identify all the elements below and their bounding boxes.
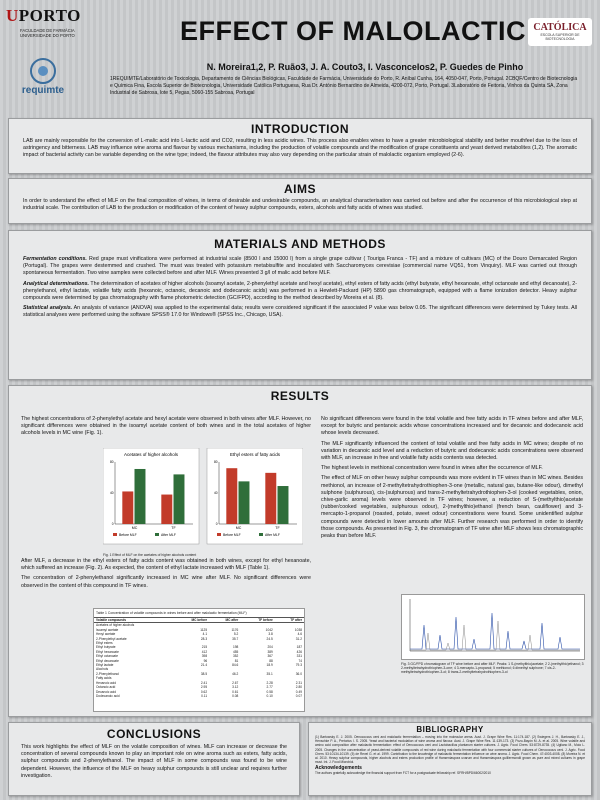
table-cell: 426 xyxy=(296,649,302,654)
results-section xyxy=(8,385,592,717)
table-cell: 3.8 xyxy=(268,632,273,637)
chart-title: Acetates of higher alcohols xyxy=(123,452,179,457)
table-cell: 0.58 xyxy=(266,689,273,694)
introduction-title: INTRODUCTION xyxy=(251,122,349,136)
methods-analytical: Analytical determinations. The determination of acetates of higher alcohols (isoamyl acetate, 2-phenylethyl acetate and hexyl acetate), ethyl esters of fatty acids (ethyl butyrate, ethyl hexanoate, ethyl octanoate and ethyl decanoate), 2-phenylethanol, ethyl lactate, volatile fatty acids (hexanoic, octanoic, decanoic and dodecanoic acids) was performed in a Hewlett-Packard (HP) 5890 gas chromatograph, equipped with a flame ionization detector. Heavy sulphur compounds were determined by gas chromatography with flame photometric detection (GC/FPD), according to the method described by Moreira et al. (8). xyxy=(23,280,577,302)
bar-mc-after xyxy=(135,469,146,524)
x-tick-label: MC xyxy=(235,526,242,530)
table-cell: TF after xyxy=(275,618,304,623)
table-row-label: Ethyl lactate xyxy=(96,663,114,668)
table-cell: 31.2 xyxy=(295,636,302,641)
bibliography-title: BIBLIOGRAPHY xyxy=(416,725,484,734)
table-cell: 0.10 xyxy=(266,693,273,698)
bibliography-text: (1) Bartowsky E. J. 2005. Oenococcus oeni and malolactic fermentation – moving into the molecular arena. Aust. J. Grape Wine Res. 11:174-187. (2) Swiegers J. H., Bartowsky E. J., Henschke P. A., Pretorius I. S. 2005. Yeast and bacterial modulation of wine aroma and flavour. Aust. J. Grape Wine Res. 11:139-173. (3) Pozo-Bayón M. A. et al. 2005. Wine volatile and amino acid composition after malolactic fermentation: effect of Oenococcus oeni and Lactobacillus plantarum starter cultures. J. Agric. Food Chem. 53:8729-8735. (4) Ugliano M., Moio L. 2005. Changes in the concentration of yeast-derived volatile compounds of red wine during malolactic fermentation with four commercial starter cultures of Oenococcus oeni. J. Agric. Food Chem. 53:10134-10139. (5) de Revel G. et al. 1999. Contribution to the knowledge of malolactic fermentation influence on wine aroma. J. Agric. Food Chem. 47:4003-4008. (8) Moreira N. et al. 2010. Heavy sulphur compounds, higher alcohols and esters production profile of Hanseniaspora uvarum and Hanseniaspora guilliermondii grown as pure and mixed cultures in grape must. Int. J. Food Microbiol. xyxy=(315,735,585,765)
figure-1 xyxy=(103,448,303,556)
table-cell: 28.3 xyxy=(200,636,208,641)
table-cell: 331 xyxy=(296,654,302,659)
table-cell: 0.08 xyxy=(232,693,239,698)
table-row-label: Hexyl acetate xyxy=(96,632,116,637)
figure-3-chromatogram xyxy=(401,594,585,660)
chart-title: Ethyl esters of fatty acids xyxy=(229,452,281,457)
results-left-middle: After MLF, a decrease in the ethyl esters of fatty acids content was obtained in both wines, except for ethyl hexanoate, which suffered an increase (Fig. 2). As expected, the content of ethyl lactate increased with MLF (Table 1). The concentration of 2-phenylethanol significantly increased in MC wine after MLF. No significant differences were observed in the content of this compound in TF wines. xyxy=(21,558,311,589)
table-header-row xyxy=(94,618,304,623)
table-cell: 84.6 xyxy=(232,663,239,668)
table-cell: TF before xyxy=(240,618,274,623)
table-cell: 2.77 xyxy=(266,685,273,690)
table-row-label: Ethyl butyrate xyxy=(96,645,116,650)
introduction-text: LAB are mainly responsible for the conversion of L-malic acid into L-lactic acid and CO2, resulting in less acidic wines. This process also enables wines to have a greater microbiological stability and better mouthfeel due to the loss of astringency and bitterness. LAB may influence wine aroma and flavour by various mechanisms, including the production of volatile compounds and the modification of grape constituents and yeast derived metabolites (1,2). The aromatic impact of bacterial activity can be variable depending on the wine type; indeed, the flavour attributes may also vary depending on the particular strain of malolactic organism employed (2-6). xyxy=(23,138,577,159)
table-cell: 2.95 xyxy=(200,685,208,690)
porto-logo: UPORTO FACULDADE DE FARMÁCIA UNIVERSIDADE DO PORTO xyxy=(6,6,81,38)
table-cell: 18.9 xyxy=(266,663,273,668)
bar-tf-before xyxy=(265,473,276,524)
aims-section xyxy=(8,178,592,224)
table-cell: 3.12 xyxy=(232,685,239,690)
table-cell: 215 xyxy=(201,645,208,650)
x-tick-label: MC xyxy=(131,526,138,530)
table-cell: 4.6 xyxy=(297,632,302,637)
y-tick-label: 0 xyxy=(111,522,114,527)
aims-text: In order to understand the effect of MLF on the final composition of wines, in terms of desirable and undesirable compounds, an analytical characterisation was carried out before and after the occurrence of this microbiological step at industrial scale. The contribution of LAB to the production or modification of the content of heavy sulphur compounds, esters, alcohols and fatty acids of wines was studied. xyxy=(23,198,577,212)
acknowledgements-text: The authors gratefully acknowledge the financial support from FCT for a postgraduate fellowship ref. SFRH/BPD/66002/2010 xyxy=(315,771,491,776)
legend-label: Before MLF xyxy=(119,533,137,537)
table-cell: 5.2 xyxy=(233,632,239,637)
table-cell: 389 xyxy=(267,649,273,654)
table-cell: 88 xyxy=(269,658,273,663)
introduction-section xyxy=(8,118,592,174)
table-row-label: Alcohols xyxy=(96,667,109,672)
table-cell: 398 xyxy=(201,654,208,659)
legend-label: Before MLF xyxy=(223,533,241,537)
table-row-label: Hexanoic acid xyxy=(96,680,117,685)
table-cell: 367 xyxy=(267,654,273,659)
table-row-label: Volatile compounds xyxy=(94,618,173,623)
y-tick-label: 0 xyxy=(215,522,218,527)
table-1-grid xyxy=(94,617,304,698)
table-cell: 0.62 xyxy=(200,689,208,694)
table-row-label: Ethyl hexanoate xyxy=(96,649,119,654)
table-cell: 24.5 xyxy=(266,636,273,641)
x-tick-label: TF xyxy=(171,526,176,530)
methods-text xyxy=(9,254,591,325)
conclusions-text: This work highlights the effect of MLF on the volatile composition of wines. MLF can increase or decrease the concentration of several compounds known to play an important role on wine aroma such as esters, fatty acids, sulphur compounds and 2-phenylethanol. The impact of MLF in some compounds was found to be wine dependent. However, the influence of the MLF on heavy sulphur compounds is still unclear and requires further investigation. xyxy=(21,744,287,779)
legend-swatch xyxy=(113,533,117,536)
authors: N. Moreira1,2, P. Ruão3, J. A. Couto3, I. Vasconcelos2, P. Guedes de Pinho xyxy=(206,62,524,72)
table-row-label: 2-Phenylethyl acetate xyxy=(96,636,127,641)
table-cell: 204 xyxy=(267,645,273,650)
table-cell: 0.07 xyxy=(295,693,302,698)
legend-label: After MLF xyxy=(265,533,280,537)
requimte-emblem-icon xyxy=(30,58,56,84)
table-1-title: Table 1 Concentration of volatile compounds in wines before and after malolactic fermentation (MLF) xyxy=(96,611,247,615)
table-cell: 35.1 xyxy=(266,671,273,676)
table-row-label: Isoamyl acetate xyxy=(96,627,119,632)
table-cell: 0.11 xyxy=(201,693,208,698)
table-cell: 198 xyxy=(232,645,239,650)
table-cell: 2.31 xyxy=(295,680,302,685)
y-tick-label: 80 xyxy=(109,460,114,465)
table-cell: 1042 xyxy=(265,627,273,632)
bar-tf-after xyxy=(278,486,289,524)
table-row-label: 2-Phenylethanol xyxy=(96,671,120,676)
chart-panel xyxy=(207,448,303,544)
x-tick-label: TF xyxy=(275,526,280,530)
table-row-label: Ethyl octanoate xyxy=(96,654,118,659)
table-cell: 352 xyxy=(232,654,239,659)
bar-tf-after xyxy=(174,474,185,524)
table-cell: 2.80 xyxy=(295,685,302,690)
figure-1-charts xyxy=(103,448,303,548)
requimte-logo: requimte xyxy=(8,58,78,104)
table-cell: 38.5 xyxy=(200,671,208,676)
y-tick-label: 40 xyxy=(109,491,114,496)
results-title: RESULTS xyxy=(270,389,330,403)
methods-title: MATERIALS AND METHODS xyxy=(214,237,386,251)
table-cell: 35.7 xyxy=(232,636,239,641)
table-cell: 96 xyxy=(203,658,208,663)
table-row xyxy=(94,694,304,698)
table-cell: 1038 xyxy=(294,627,302,632)
bar-mc-before xyxy=(122,491,133,524)
table-cell: 36.0 xyxy=(295,671,302,676)
legend-label: After MLF xyxy=(161,533,176,537)
table-cell: 46.2 xyxy=(232,671,239,676)
aims-title: AIMS xyxy=(284,182,316,196)
methods-section xyxy=(8,230,592,380)
affiliations: 1REQUIMTE/Laboratório de Toxicologia, Departamento de Ciências Biológicas, Faculdade de Farmácia, Universidade do Porto, R. Aníbal Cunha, 164, 4050-047, Porto, Portugal. 2CBQF/Centro de Biotecnologia e Química Fina, Escola Superior de Biotecnologia, Universidade Católica Portuguesa, Rua Dr. António Bernardino de Almeida, 4200-072, Porto, Portugal. 3Laboratório de Feitoria, Vinhos da Quinta SA, Zona Industrial de Sabrosa, lote 5, Pegas, 5060-155 Sabrosa, Portugal xyxy=(110,76,578,96)
figure-1-caption: Fig. 1 Effect of MLF on the acetates of higher alcohols content xyxy=(103,553,197,557)
table-cell: MC before xyxy=(173,618,209,623)
y-tick-label: 80 xyxy=(213,460,218,465)
chromatogram-plot xyxy=(402,595,584,659)
bar-tf-before xyxy=(161,495,172,524)
y-tick-label: 40 xyxy=(213,491,218,496)
table-cell: 74 xyxy=(298,658,302,663)
table-cell: 21.4 xyxy=(200,663,208,668)
table-cell: MC after xyxy=(209,618,240,623)
table-cell: 187 xyxy=(296,645,302,650)
conclusions-section xyxy=(8,722,300,796)
table-row-label: Dodecanoic acid xyxy=(96,693,120,698)
table-cell: 2.67 xyxy=(232,680,239,685)
table-cell: 2.41 xyxy=(200,680,208,685)
table-row-label: Ethyl esters xyxy=(96,641,113,646)
table-cell: 1176 xyxy=(231,627,239,632)
figure-3-caption: Fig. 3 GC/FPD chromatogram of TF wine before and after MLF. Peaks: 1 S-(methylthio)acetate; 2 2-(methylthio)ethanol; 3 2-methyltetrahydrothiophen-3-one; 4 3-mercapto-1-propanol; 5 methionol; 6 dimethyl sulphone; 7 cis-2-methyltetrahydrothiophen-3-ol; 8 trans-2-methyltetrahydrothiophen-3-ol xyxy=(401,662,584,675)
table-row-label: Fatty acids xyxy=(96,676,112,681)
table-row-label: Ethyl decanoate xyxy=(96,658,119,663)
results-right-text: No significant differences were found in the total volatile and free fatty acids in TF wines before and after MLF, except for butyric and pentanoic acids whose concentrations increased and for decanoic and dodecanoic acid whose levels decreased. The MLF significantly influenced the content of total volatile and free fatty acids in MC wines; despite of no variation in decanoic acid level and a reduction of butyric and dodecanoic acids concentrations were observed with MLF, an increase in free and volatile fatty acids contents was detected. The highest levels in methional concentration were found in wines after the occurrence of MLF. The effect of MLF on other heavy sulphur compounds was more evident in TF wines than in MC wines. Besides methionol, an increase of 2-methyltetrahydrothiophen-3-one (metallic, natural gas, butane-like odour), dimethyl sulphone (sulphurous), cis-(sulphurous) and trans-2-methyltetrahydrothiophen-3-ol (cooked vegetables, onion, chive-garlic aroma) levels were observed in TF wines; however, a reduction of S-(methylthio)acetate (rubber/cooked vegetables, sulphurous odour), 2-(methylthio)ethanol (french bean, cauliflower) and 3-mercapto-1-propanol (roasted, potato, sweet odour) concentrations were found. Some unidentified sulphur compounds were detected in lower amounts after MLF. Further research was performed in order to identify those compounds. As presented in Fig. 3, the chromatogram of TF wine after MLF shows less chromatographic peaks than before MLF. xyxy=(321,416,583,540)
table-cell: 455 xyxy=(232,649,239,654)
results-left-top: The highest concentrations of 2-phenylethyl acetate and hexyl acetate were observed in both wines after MLF. However, no significant differences were obtained in the isoamyl acetate content of both wines and in the total acetates of higher alcohols levels in MC wine (Fig. 1). xyxy=(21,416,311,437)
table-row-label: Decanoic acid xyxy=(96,689,117,694)
bibliography-section xyxy=(308,722,592,796)
methods-statistics: Statistical analysis. An analysis of variance (ANOVA) was applied to the experimental data; results were considered significant if the associated P value was below 0.05. The significant differences were determined by Tukey tests. All statistical analyses were performed using the software SPSS® 17.0 for Windows® (SPSS Inc., Chicago, USA). xyxy=(23,305,578,319)
table-cell: 0.61 xyxy=(232,689,239,694)
acknowledgements-title: Acknowledgements xyxy=(315,765,362,772)
table-cell: 79.3 xyxy=(295,663,302,668)
table-cell: 412 xyxy=(201,649,208,654)
table-cell: 4.1 xyxy=(202,632,208,637)
poster-title: EFFECT OF MALOLACTIC xyxy=(180,16,526,46)
bar-mc-before xyxy=(226,468,237,524)
catolica-logo: CATÓLICA ESCOLA SUPERIOR DE BIOTECNOLOGIA xyxy=(528,18,592,46)
conclusions-title: CONCLUSIONS xyxy=(106,727,202,741)
table-1 xyxy=(93,608,305,712)
legend-swatch xyxy=(155,533,159,536)
table-cell: 81 xyxy=(234,658,239,663)
methods-fermentation: Fermentation conditions. Red grape must vinifications were performed at industrial scale (8500 l and 15000 l) from a single grape cultivar ( Touriga Franca - TF) and a mixture of cultivars (MC) of the Douro Demarcated Region (Portugal). The grapes were destemmed and crushed. The must was treated with potassium metabisulfite and inoculated with Saccharomyces cerevisiae (commercial name VQ51, from Vinquiry). MLF was carried out through spontaneous fermentation. Two wine samples were collected before and after MLF. Wines presented 3 g/l of malic acid before MLF. xyxy=(23,256,577,277)
bar-mc-after xyxy=(239,481,250,524)
table-row-label: Acetates of higher alcohols xyxy=(96,623,135,628)
legend-swatch xyxy=(217,533,221,536)
legend-swatch xyxy=(259,533,263,536)
table-row-label: Octanoic acid xyxy=(96,685,116,690)
table-cell: 2.28 xyxy=(266,680,273,685)
chart-panel xyxy=(103,448,199,544)
table-cell: 0.49 xyxy=(295,689,302,694)
table-cell: 1125 xyxy=(200,627,208,632)
